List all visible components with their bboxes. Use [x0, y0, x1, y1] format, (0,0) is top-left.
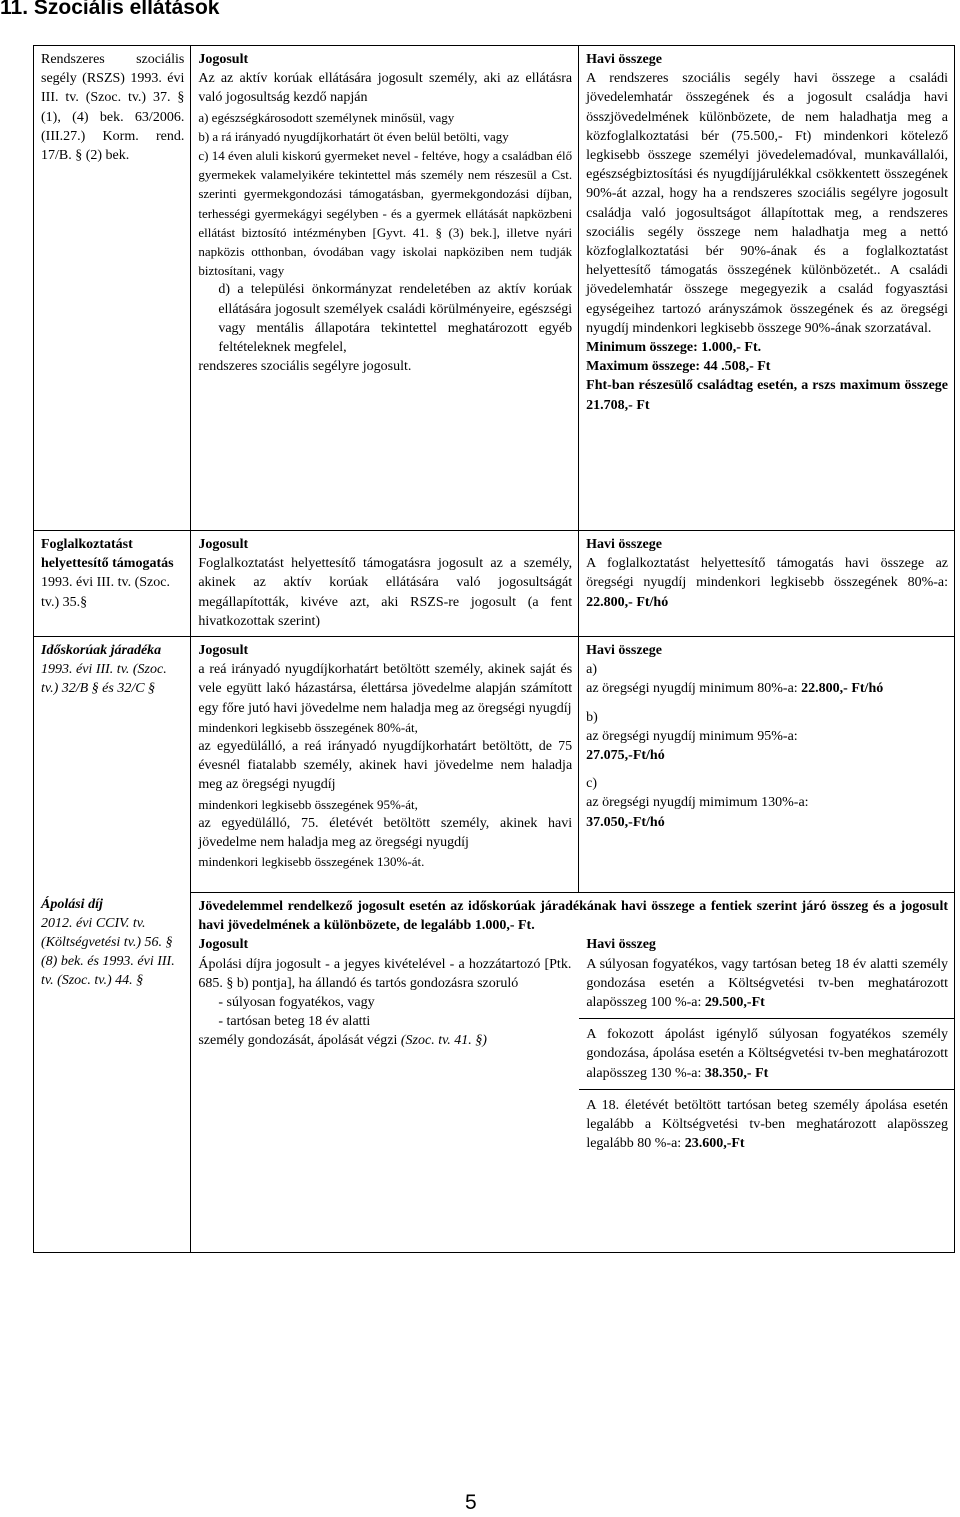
amount-header: Havi összeg [586, 937, 656, 953]
amount-block-3-text: A 18. életévét betöltött tartósan beteg személy ápolása esetén legalább a Költségvetési tv-ben meghatározott alapösszeg legalább 80 %-a: [586, 1097, 948, 1152]
apolasi-inner-table [198, 935, 948, 1153]
benefit-name: Rendszeres szociális segély [41, 52, 185, 87]
amount-text-a: az öregségi nyugdíj minimum 80%-a: [586, 681, 798, 697]
row-label-cell [34, 531, 191, 637]
amount-maximum: Maximum összege: 44 .508,- Ft [586, 359, 771, 375]
eligibility-header: Jogosult [198, 52, 249, 67]
eligibility-header: Jogosult [198, 937, 249, 953]
table-row-fht [34, 531, 955, 637]
table-row-idoskoruak [34, 637, 955, 893]
amount-fht-maximum: Fht-ban részesülő családtag esetén, a rszs maximum összege 21.708,- Ft [586, 378, 948, 413]
eligibility-item-3-tail: mindenkori legkisebb összegének 130%-át. [198, 854, 425, 870]
amount-description: A rendszeres szociális segély havi összege a családi jövedelemhatár összegének és a jogosult családja havi összjövedelmének különbözete, de nem haladhatja meg a közfoglalkoztatási bér (75.500,- Ft) mindenkori kötelező legkisebb összege személyi jövedelemadóval, munkavállalói, egészségbiztosítási és nyugdíjjárulékkal csökkentett összegének 90%-át azzal, hogy ha a rendszeres szociális segélyre jogosult családja való jogosultságot állapítottak meg, a rendszeres szociális segély összege nem haladhatja meg a nettó közfoglalkoztatási bér 90%-ának és a foglalkoztatást helyettesítő támogatás összegének különbözetét.. A családi jövedelemhatár összege megegyezik a család fogyasztási egységeihez tartozó arányszámok összegének és az öregségi nyugdíj mindenkori legkisebb összege 90%-ának szorzatával. [586, 71, 948, 336]
eligibility-header: Jogosult [198, 643, 249, 658]
amount-block-1-text: A súlyosan fogyatékos, vagy tartósan beteg 18 év alatti személy gondozása esetén a Költségvetési tv-ben meghatározott alapösszeg 100 %-a: [586, 956, 948, 1011]
eligibility-cell [191, 531, 579, 637]
eligibility-item-c: c) 14 éven aluli kiskorú gyermeket nevel - feltéve, hogy a családban élő gyermekek valamelyikére tekintettel más személy nem részesül a Cst. szerinti gyermekgondozási támogatásban, gyermekgondozási díjban, terhességi gyermekágyi segélyben - és a gyermek ellátását napközbeni ellátást biztosító intézményben [Gyvt. 41. § (3) bek.], illetve nyári napközis otthonban, óvodában vagy iskolai napköziben nem tudják biztosítani, vagy [198, 148, 573, 279]
eligibility-cell [198, 935, 571, 1153]
amount-cell [571, 935, 948, 1153]
eligibility-tail-ref: (Szoc. tv. 41. §) [400, 1033, 487, 1049]
eligibility-header: Jogosult [198, 537, 249, 552]
apolasi-content-cell [191, 893, 955, 1253]
amount-block-2-value: 38.350,- Ft [704, 1065, 769, 1081]
amount-label-b: b) [586, 709, 598, 725]
page-number: 5 [465, 1491, 477, 1514]
amount-cell [579, 531, 955, 637]
legal-reference-apolasi: 2012. évi CCIV. tv. (Költségvetési tv.) 56. § (8) bek. és 1993. évi III. tv. (Szoc. tv.) 44. § [41, 915, 175, 989]
amount-text-c: az öregségi nyugdíj mimimum 130%-a: [586, 795, 809, 811]
benefit-name: Foglalkoztatást helyettesítő támogatás [41, 537, 174, 572]
amount-label-c: c) [586, 776, 598, 792]
amount-label-a: a) [586, 662, 598, 678]
amount-cell [579, 46, 955, 531]
eligibility-item-1: a reá irányadó nyugdíjkorhatárt betöltött személy, akinek saját és vele együtt lakó házastársa, élettársa jövedelme alapján számított egy főre jutó havi jövedelme nem haladja meg az öregségi nyugdíj [198, 662, 573, 716]
benefits-table [33, 45, 955, 1253]
benefit-name-apolasi: Ápolási díj [41, 896, 103, 912]
benefit-name: Időskorúak járadéka [41, 643, 162, 658]
amount-minimum: Minimum összege: 1.000,- Ft. [586, 340, 762, 356]
amount-block-3-value: 23.600,-Ft [684, 1136, 745, 1152]
legal-reference: (RSZS) 1993. évi III. tv. (Szoc. tv.) 37. § (1), (4) bek. 63/2006. (III.27.) Korm. rend. 17/B. § (2) bek. [41, 71, 185, 164]
amount-header: Havi összege [586, 643, 662, 658]
idoskoruak-footnote: Jövedelemmel rendelkező jogosult esetén az időskorúak járadékának havi összege a fentiek szerint járó összeg és a jogosult havi jövedelmének a különbözete, de legalább 1.000,- Ft. [198, 899, 948, 934]
eligibility-item-1-tail: mindenkori legkisebb összegének 80%-át, [198, 719, 418, 735]
eligibility-item-2-tail: mindenkori legkisebb összegének 95%-át, [198, 796, 418, 812]
eligibility-list-item-2: - tartósan beteg 18 év alatti [218, 1014, 371, 1030]
table-row-rszs [34, 46, 955, 531]
amount-cell [579, 637, 955, 893]
eligibility-cell [191, 46, 579, 531]
legal-reference: 1993. évi III. tv. (Szoc. tv.) 35.§ [41, 575, 170, 610]
row-label-cell [34, 637, 191, 1253]
amount-value-b: 27.075,-Ft/hó [586, 748, 665, 764]
eligibility-cell [191, 637, 579, 893]
eligibility-conclusion: rendszeres szociális segélyre jogosult. [198, 359, 412, 375]
eligibility-item-d: d) a települési önkormányzat rendeletében az aktív korúak ellátására jogosult személyek családi körülményeire, egészségi vagy mentális állapotára tekintettel meghatározott egyéb feltételeknek megfelel, [218, 282, 573, 356]
eligibility-text: Foglalkoztatást helyettesítő támogatásra jogosult az a személy, akinek az aktív korúak ellátására való jogosultságát megállapították, kivéve azt, aki RSZS-re jogosult (a fent hivatkozottak szerint) [198, 556, 573, 629]
eligibility-text: Ápolási díjra jogosult - a jegyes kivételével - a hozzátartozó [Ptk. 685. § b) pontja], ha állandó és tartós gondozásra szoruló [198, 956, 572, 991]
row-label-cell [34, 46, 191, 531]
eligibility-intro: Az az aktív korúak ellátására jogosult személy, aki az ellátásra való jogosultság kezdő napján [198, 71, 573, 106]
eligibility-list-item-1: - súlyosan fogyatékos, vagy [218, 995, 375, 1011]
amount-value-a: 22.800,- Ft/hó [801, 681, 884, 697]
eligibility-item-2: az egyedülálló, a reá irányadó nyugdíjkorhatárt betöltött, de 75 évesnél fiatalabb személy, akinek havi jövedelme nem haladja meg az öregségi nyugdíj [198, 739, 573, 793]
amount-value: 22.800,- Ft/hó [586, 594, 669, 610]
amount-description: A foglalkoztatást helyettesítő támogatás havi összege az öregségi nyugdíj mindenkori legkisebb összegének 80%-a: [586, 556, 948, 591]
amount-text-b: az öregségi nyugdíj minimum 95%-a: [586, 728, 798, 744]
amount-header: Havi összege [586, 52, 662, 67]
section-title: 11. Szociális ellátások [0, 0, 220, 19]
eligibility-item-b: b) a rá irányadó nyugdíjkorhatárt öt éven belül betölti, vagy [198, 128, 509, 144]
eligibility-item-a: a) egészségkárosodott személynek minősül, vagy [198, 109, 455, 125]
eligibility-tail: személy gondozását, ápolását végzi [198, 1033, 398, 1049]
amount-header: Havi összege [586, 537, 662, 552]
amount-value-c: 37.050,-Ft/hó [586, 814, 665, 830]
amount-block-1-value: 29.500,-Ft [704, 995, 765, 1011]
amount-block-2-text: A fokozott ápolást igénylő súlyosan fogyatékos személy gondozása, ápolása esetén a Költségvetési tv-ben meghatározott alapösszeg 130 %-a: [586, 1027, 948, 1081]
eligibility-item-3: az egyedülálló, 75. életévét betöltött személy, akinek havi jövedelme nem haladja meg az öregségi nyugdíj [198, 815, 573, 851]
legal-reference: 1993. évi III. tv. (Szoc. tv.) 32/B § és 32/C § [41, 662, 167, 697]
